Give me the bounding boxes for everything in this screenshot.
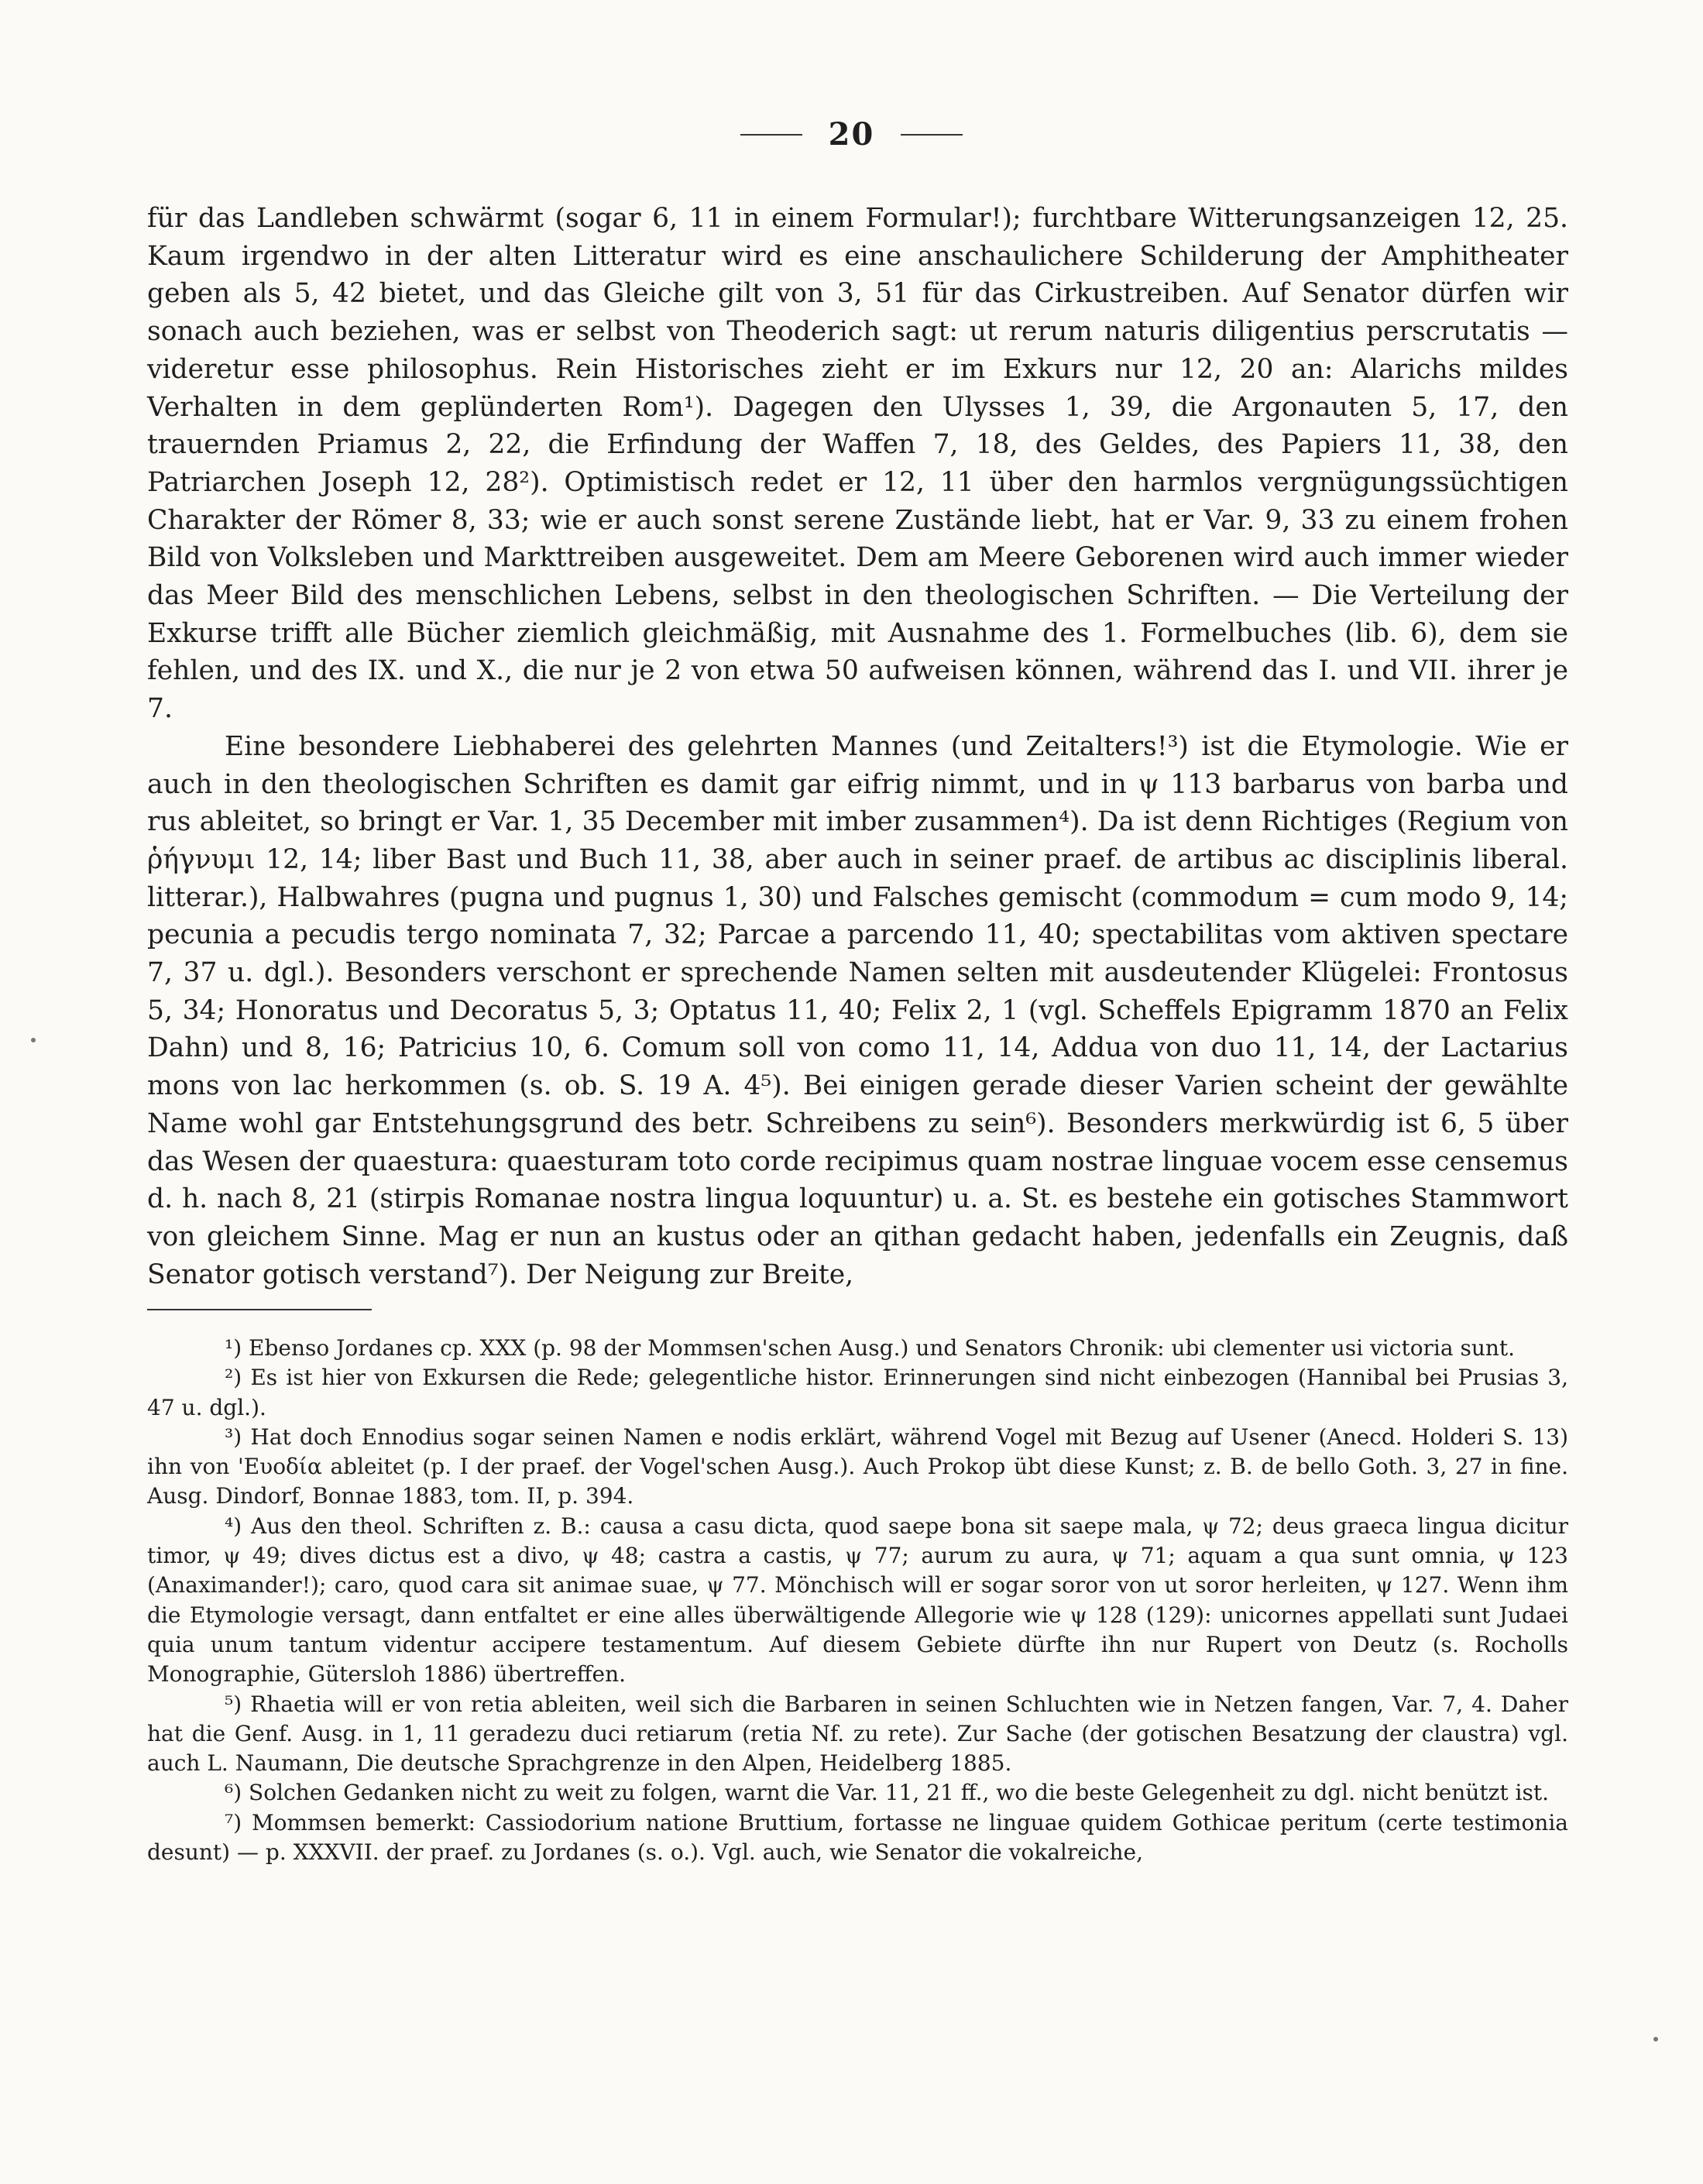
footnote: ⁷) Mommsen bemerkt: Cassiodorium natione Bruttium, fortasse ne linguae quidem Gothicae peritum (certe testimonia desunt) — p. XXXVII. der praef. zu Jordanes (s. o.). Vgl. auch, wie Senator die vokalreiche, xyxy=(147,1809,1568,1866)
footnote: ⁴) Aus den theol. Schriften z. B.: causa a casu dicta, quod saepe bona sit saepe mala, ψ 72; deus graeca lingua dicitur timor, ψ 49; dives dictus est a divo, ψ 48; castra a castis, ψ 77; aurum zu aura, ψ 71; aquam a qua sunt omnia, ψ 123 (Anaximander!); caro, quod cara sit animae suae, ψ 77. Mönchisch will er sogar soror von ut soror herleiten, ψ 127. Wenn ihm die Etymologie versagt, dann entfaltet er eine alles überwältigende Allegorie wie ψ 128 (129): unicornes appellati sunt Judaei quia unum tantum videntur accipere testamentum. Auf diesem Gebiete dürfte ihn nur Rupert von Deutz (s. Rocholls Monographie, Gütersloh 1886) übertreffen. xyxy=(147,1513,1568,1688)
footnote: ⁶) Solchen Gedanken nicht zu weit zu folgen, warnt die Var. 11, 21 ff., wo die beste Gelegenheit zu dgl. nicht benützt ist. xyxy=(225,1780,1549,1806)
footnote: ⁵) Rhaetia will er von retia ableiten, weil sich die Barbaren in seinen Schluchten wie in Netzen fangen, Var. 7, 4. Daher hat die Genf. Ausg. in 1, 11 geradezu duci retiarum (retia Nf. zu rete). Zur Sache (der gotischen Besatzung der claustra) vgl. auch L. Naumann, Die deutsche Sprachgrenze in den Alpen, Heidelberg 1885. xyxy=(147,1691,1568,1777)
footnote: ³) Hat doch Ennodius sogar seinen Namen e nodis erklärt, während Vogel mit Bezug auf Usener (Anecd. Holderi S. 13) ihn von 'Ευοδία ableitet (p. I der praef. der Vogel'schen Ausg.). Auch Prokop übt diese Kunst; z. B. de bello Goth. 3, 27 in fine. Ausg. Dindorf, Bonnae 1883, tom. II, p. 394. xyxy=(147,1423,1568,1509)
footnote: ¹) Ebenso Jordanes cp. XXX (p. 98 der Mommsen'schen Ausg.) und Senators Chronik: ubi clementer usi victoria sunt. xyxy=(225,1335,1516,1361)
header-rule-right xyxy=(901,134,963,136)
footnote-separator xyxy=(147,1309,372,1310)
scan-speck xyxy=(31,1038,36,1042)
page-header xyxy=(0,116,1703,153)
main-text xyxy=(147,200,1568,1293)
body-paragraph: für das Landleben schwärmt (sogar 6, 11 in einem Formular!); furchtbare Witterungsanzeigen 12, 25. Kaum irgendwo in der alten Litteratur wird es eine anschaulichere Schilderung der Amphitheater geben als 5, 42 bietet, und das Gleiche gilt von 3, 51 für das Cirkustreiben. Auf Senator dürfen wir sonach auch beziehen, was er selbst von Theoderich sagt: ut rerum naturis diligentius perscrutatis — videretur esse philosophus. Rein Historisches zieht er im Exkurs nur 12, 20 an: Alarichs mildes Verhalten in dem geplünderten Rom¹). Dagegen den Ulysses 1, 39, die Argonauten 5, 17, den trauernden Priamus 2, 22, die Erfindung der Waffen 7, 18, des Geldes, des Papiers 11, 38, den Patriarchen Joseph 12, 28²). Optimistisch redet er 12, 11 über den harmlos vergnügungssüchtigen Charakter der Römer 8, 33; wie er auch sonst serene Zustände liebt, hat er Var. 9, 33 zu einem frohen Bild von Volksleben und Markttreiben ausgeweitet. Dem am Meere Geborenen wird auch immer wieder das Meer Bild des menschlichen Lebens, selbst in den theologischen Schriften. — Die Verteilung der Exkurse trifft alle Bücher ziemlich gleichmäßig, mit Ausnahme des 1. Formelbuches (lib. 6), dem sie fehlen, und des IX. und X., die nur je 2 von etwa 50 aufweisen können, während das I. und VII. ihrer je 7. xyxy=(147,203,1568,725)
page-number: 20 xyxy=(828,116,875,153)
body-paragraph: Eine besondere Liebhaberei des gelehrten Mannes (und Zeitalters!³) ist die Etymologie. Wie er auch in den theologischen Schriften es damit gar eifrig nimmt, und in ψ 113 barbarus von barba und rus ableitet, so bringt er Var. 1, 35 December mit imber zusammen⁴). Da ist denn Richtiges (Regium von ῥήγνυμι 12, 14; liber Bast und Buch 11, 38, aber auch in seiner praef. de artibus ac disciplinis liberal. litterar.), Halbwahres (pugna und pugnus 1, 30) und Falsches gemischt (commodum = cum modo 9, 14; pecunia a pecudis tergo nominata 7, 32; Parcae a parcendo 11, 40; spectabilitas vom aktiven spectare 7, 37 u. dgl.). Besonders verschont er sprechende Namen selten mit ausdeutender Klügelei: Frontosus 5, 34; Honoratus und Decoratus 5, 3; Optatus 11, 40; Felix 2, 1 (vgl. Scheffels Epigramm 1870 an Felix Dahn) und 8, 16; Patricius 10, 6. Comum soll von como 11, 14, Addua von duo 11, 14, der Lactarius mons von lac herkommen (s. ob. S. 19 A. 4⁵). Bei einigen gerade dieser Varien scheint der gewählte Name wohl gar Entstehungsgrund des betr. Schreibens zu sein⁶). Besonders merkwürdig ist 6, 5 über das Wesen der quaestura: quaesturam toto corde recipimus quam nostrae linguae vocem esse censemus d. h. nach 8, 21 (stirpis Romanae nostra lingua loquuntur) u. a. St. es bestehe ein gotisches Stammwort von gleichem Sinne. Mag er nun an kustus oder an qithan gedacht haben, jedenfalls ein Zeugnis, daß Senator gotisch verstand⁷). Der Neigung zur Breite, xyxy=(147,730,1568,1290)
footnotes xyxy=(147,1334,1568,1867)
footnote: ²) Es ist hier von Exkursen die Rede; gelegentliche histor. Erinnerungen sind nicht einbezogen (Hannibal bei Prusias 3, 47 u. dgl.). xyxy=(147,1365,1568,1420)
header-rule-left xyxy=(740,134,802,136)
scan-speck xyxy=(1653,2037,1658,2041)
